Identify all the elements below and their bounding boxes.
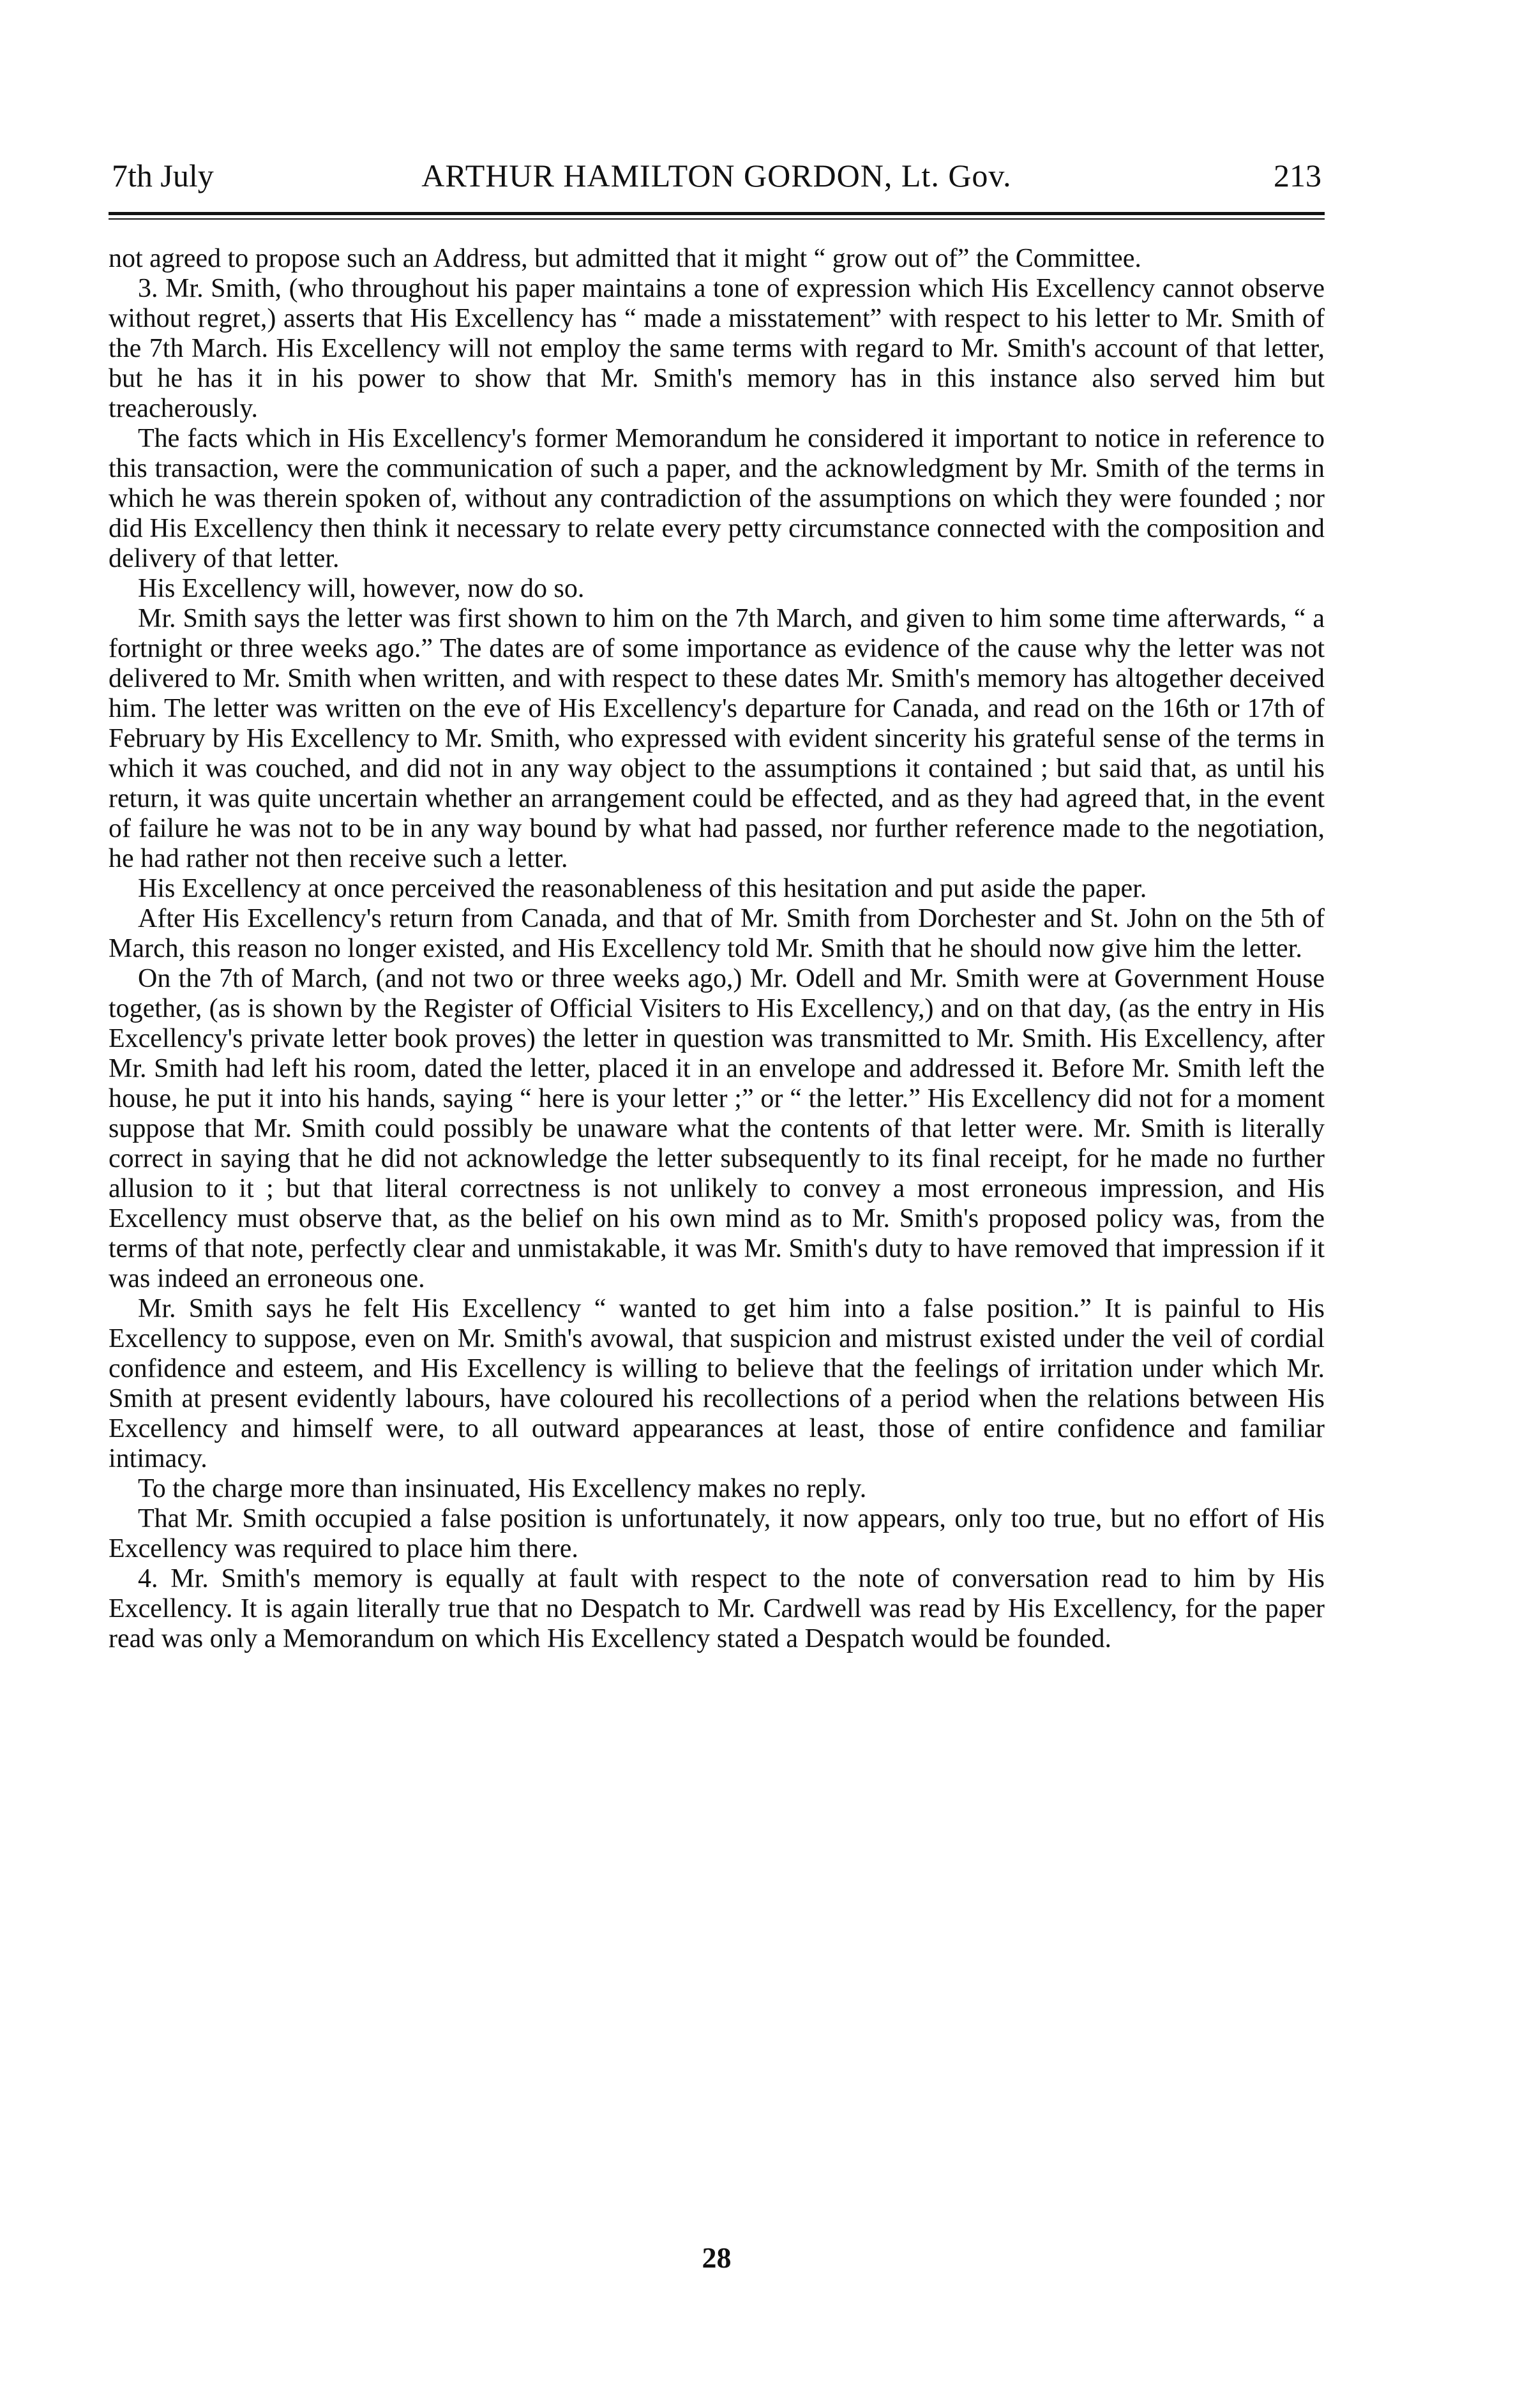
paragraph: His Excellency at once perceived the reasonableness of this hesitation and put aside the paper.	[138, 874, 1147, 903]
paragraph: Mr. Smith says the letter was first shown to him on the 7th March, and given to him some time afterwards, “ a fortnight or three weeks ago.” The dates are of some importance as evidence of the cause why the letter was not delivered to Mr. Smith when written, and with respect to these dates Mr. Smith's memory has altogether deceived him. The letter was written on the eve of His Excellency's departure for Canada, and read on the 16th or 17th of February by His Excellency to Mr. Smith, who expressed with evident sincerity his grateful sense of the terms in which it was couched, and did not in any way object to the assumptions it contained ; but said that, as until his return, it was quite uncertain whether an arrangement could be effected, and as they had agreed that, in the event of failure he was not to be in any way bound by what had passed, nor further reference made to the negotiation, he had rather not then receive such a letter.	[109, 604, 1325, 873]
paragraph-continuation: not agreed to propose such an Address, but admitted that it might “ grow out of” the Committee.	[109, 244, 1141, 273]
running-header	[109, 153, 1325, 198]
header-date: 7th July	[112, 158, 214, 193]
paragraph: The facts which in His Excellency's former Memorandum he considered it important to notice in reference to this transaction, were the communication of such a paper, and the acknowledgment by Mr. Smith of the terms in which he was therein spoken of, without any contradiction of the assumptions on which they were founded ; nor did His Excellency then think it necessary to relate every petty circumstance connected with the composition and delivery of that letter.	[109, 424, 1325, 573]
paragraph: 4. Mr. Smith's memory is equally at fault with respect to the note of conversation read to him by His Excellency. It is again literally true that no Despatch to Mr. Cardwell was read by His Excellency, for the paper read was only a Memorandum on which His Excellency stated a Despatch would be founded.	[109, 1564, 1325, 1653]
signature-mark: 28	[702, 2241, 732, 2274]
paragraph: Mr. Smith says he felt His Excellency “ wanted to get him into a false position.” It is painful to His Excellency to suppose, even on Mr. Smith's avowal, that suspicion and mistrust existed under the veil of cordial confidence and esteem, and His Excellency is willing to believe that the feelings of irritation under which Mr. Smith at present evidently labours, have coloured his recollections of a period when the relations between His Excellency and himself were, to all outward appearances at least, those of entire confidence and familiar intimacy.	[109, 1294, 1325, 1473]
paragraph: His Excellency will, however, now do so.	[138, 574, 585, 603]
paragraph: On the 7th of March, (and not two or three weeks ago,) Mr. Odell and Mr. Smith were at Government House together, (as is shown by the Register of Official Visiters to His Excellency,) and on that day, (as the entry in His Excellency's private letter book proves) the letter in question was transmitted to Mr. Smith. His Excellency, after Mr. Smith had left his room, dated the letter, placed it in an envelope and addressed it. Before Mr. Smith left the house, he put it into his hands, saying “ here is your letter ;” or “ the letter.” His Excellency did not for a moment suppose that Mr. Smith could possibly be unaware what the contents of that letter were. Mr. Smith is literally correct in saying that he did not acknowledge the letter subsequently to its final receipt, for he made no further allusion to it ; but that literal correctness is not unlikely to convey a most erroneous impression, and His Excellency must observe that, as the belief on his own mind as to Mr. Smith's proposed policy was, from the terms of that note, perfectly clear and unmistakable, it was Mr. Smith's duty to have removed that impression if it was indeed an erroneous one.	[109, 964, 1325, 1293]
document-page	[109, 153, 1325, 2356]
page-number: 213	[1274, 158, 1321, 193]
paragraph: That Mr. Smith occupied a false position is unfortunately, it now appears, only too true, but no effort of His Excellency was required to place him there.	[109, 1504, 1325, 1563]
paragraph: To the charge more than insinuated, His Excellency makes no reply.	[138, 1474, 867, 1503]
paragraph: 3. Mr. Smith, (who throughout his paper maintains a tone of expression which His Excellency cannot observe without regret,) asserts that His Excellency has “ made a misstatement” with respect to his letter to Mr. Smith of the 7th March. His Excellency will not employ the same terms with regard to Mr. Smith's account of that letter, but he has it in his power to show that Mr. Smith's memory has in this instance also served him but treacherously.	[109, 274, 1325, 423]
paragraph: After His Excellency's return from Canada, and that of Mr. Smith from Dorchester and St. John on the 5th of March, this reason no longer existed, and His Excellency told Mr. Smith that he should now give him the letter.	[109, 904, 1325, 963]
header-rule-thin	[109, 218, 1325, 220]
body-text	[109, 244, 1325, 1654]
header-rule-thick	[109, 212, 1325, 215]
header-title: ARTHUR HAMILTON GORDON, Lt. Gov.	[421, 158, 1012, 193]
